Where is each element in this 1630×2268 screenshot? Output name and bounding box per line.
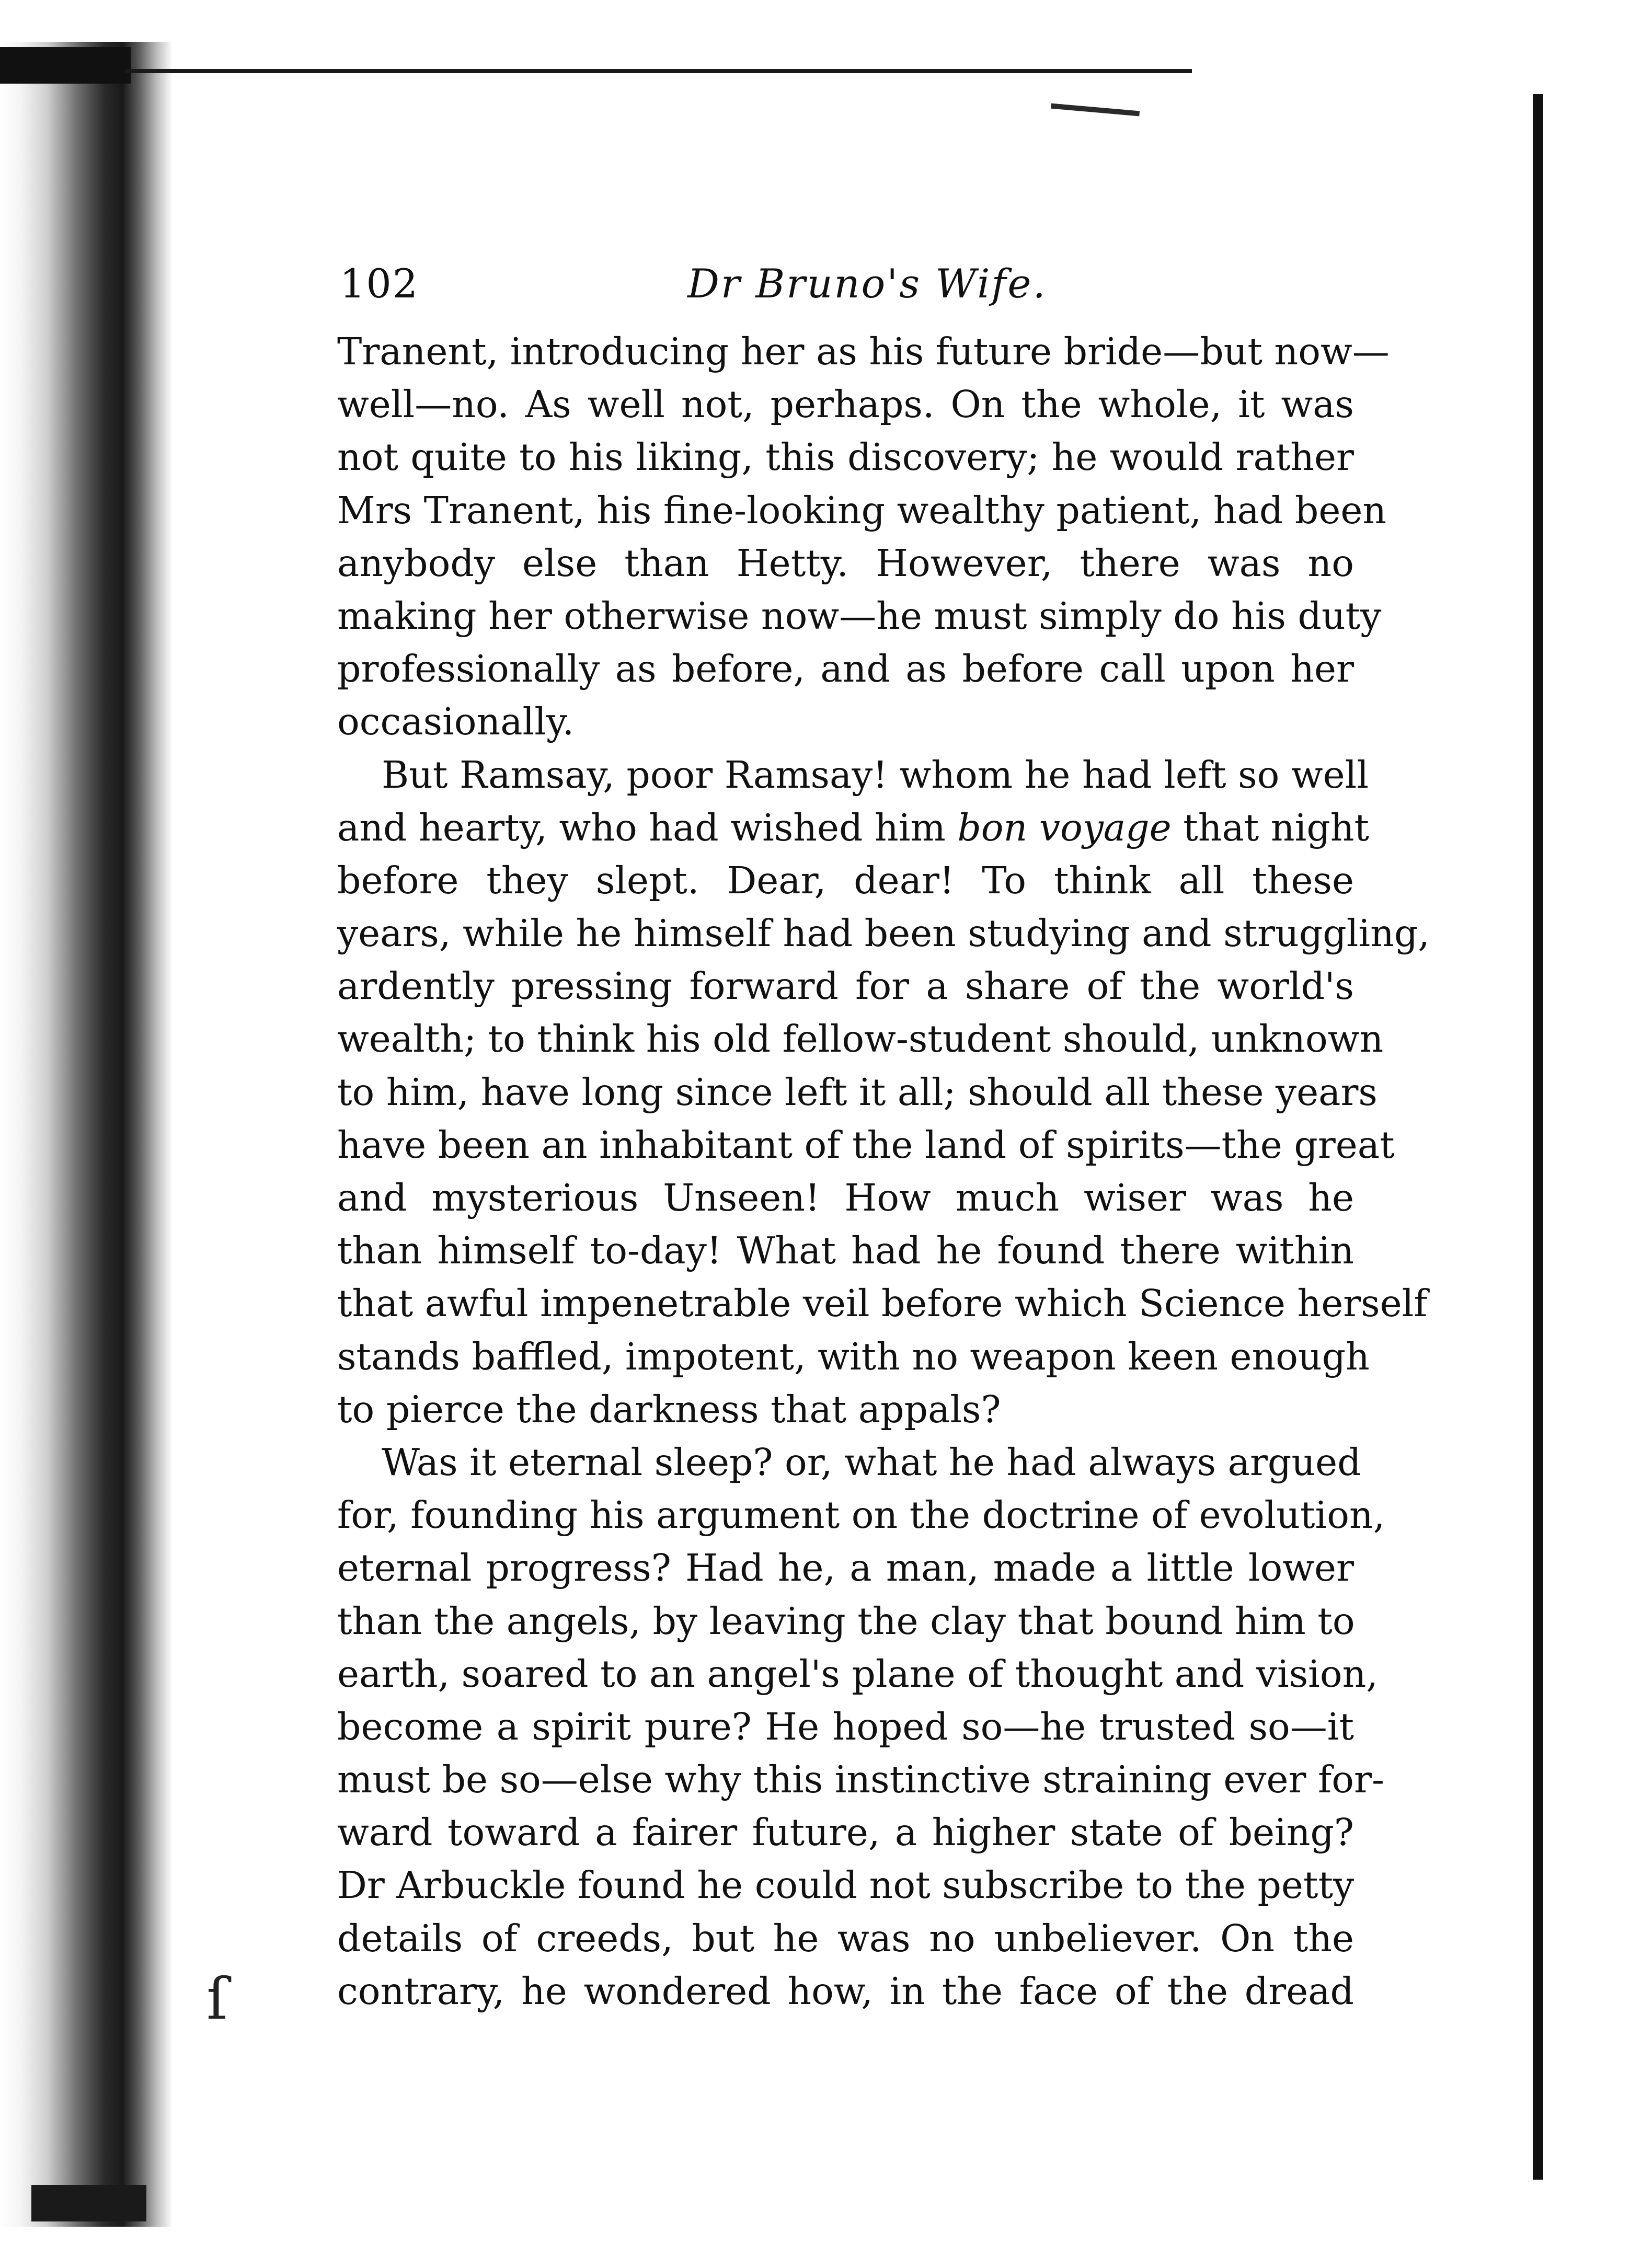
text-line: have been an inhabitant of the land of spirits—the great [337,1123,1395,1167]
italic-phrase: bon voyage [957,805,1172,849]
binding-top-mark [0,47,131,84]
text-line: become a spirit pure? He hoped so—he trusted so—it [337,1705,1354,1748]
binding-bottom-mark [31,2185,146,2221]
binding-shadow [0,42,173,2227]
text-line: to him, have long since left it all; should all these years [337,1070,1378,1114]
text-line-composite [337,801,1370,854]
text-line: making her otherwise now—he must simply do his duty [337,594,1382,638]
text-line: for, founding his argument on the doctrine of evolution, [337,1493,1385,1537]
text-line: Tranent, introducing her as his future bride—but now— [337,330,1390,373]
text-line: professionally as before, and as before call upon her [337,647,1354,691]
text-line: eternal progress? Had he, a man, made a little lower [337,1546,1354,1590]
text-fragment: and hearty, who had wished him [337,805,946,849]
running-title: Dr Bruno's Wife. [687,260,1047,307]
page-number: 102 [340,260,419,307]
text-line: details of creeds, but he was no unbeliever. On the [337,1916,1354,1960]
text-line: earth, soared to an angel's plane of thought and vision, [337,1652,1378,1696]
text-line: must be so—else why this instinctive straining ever for- [337,1758,1384,1802]
text-line: before they slept. Dear, dear! To think all these [337,858,1354,902]
text-line: But Ramsay, poor Ramsay! whom he had left so well [382,753,1369,797]
text-line: and mysterious Unseen! How much wiser was he [337,1176,1354,1219]
text-line: not quite to his liking, this discovery; he would rather [337,435,1354,479]
text-line: Dr Arbuckle found he could not subscribe to the petty [337,1863,1354,1907]
text-line: wealth; to think his old fellow-student should, unknown [337,1017,1384,1061]
text-line: Mrs Tranent, his fine-looking wealthy patient, had been [337,488,1387,532]
text-line: than the angels, by leaving the clay that bound him to [337,1599,1355,1643]
text-line: well—no. As well not, perhaps. On the whole, it was [337,383,1354,427]
text-line: occasionally. [337,700,575,744]
margin-mark: ſ [206,1965,228,2032]
text-line: anybody else than Hetty. However, there was no [337,541,1354,585]
running-head [340,260,1351,318]
text-line: contrary, he wondered how, in the face of the dread [337,1969,1354,2013]
text-line: stands baffled, impotent, with no weapon keen enough [337,1334,1370,1378]
text-fragment: that night [1183,805,1370,849]
text-line: ward toward a fairer future, a higher state of being? [337,1811,1354,1855]
ink-dash [1051,103,1140,117]
text-line: ardently pressing forward for a share of the world's [337,964,1354,1008]
text-line: that awful impenetrable veil before which Science herself [337,1282,1428,1326]
text-line: to pierce the darkness that appals? [337,1387,1001,1431]
text-line: years, while he himself had been studying and struggling, [337,912,1430,955]
text-line: than himself to-day! What had he found there within [337,1229,1354,1273]
text-line: Was it eternal sleep? or, what he had always argued [382,1440,1361,1484]
top-rule [125,69,1192,73]
body-text [337,325,1430,2018]
right-edge-line [1533,94,1543,2180]
